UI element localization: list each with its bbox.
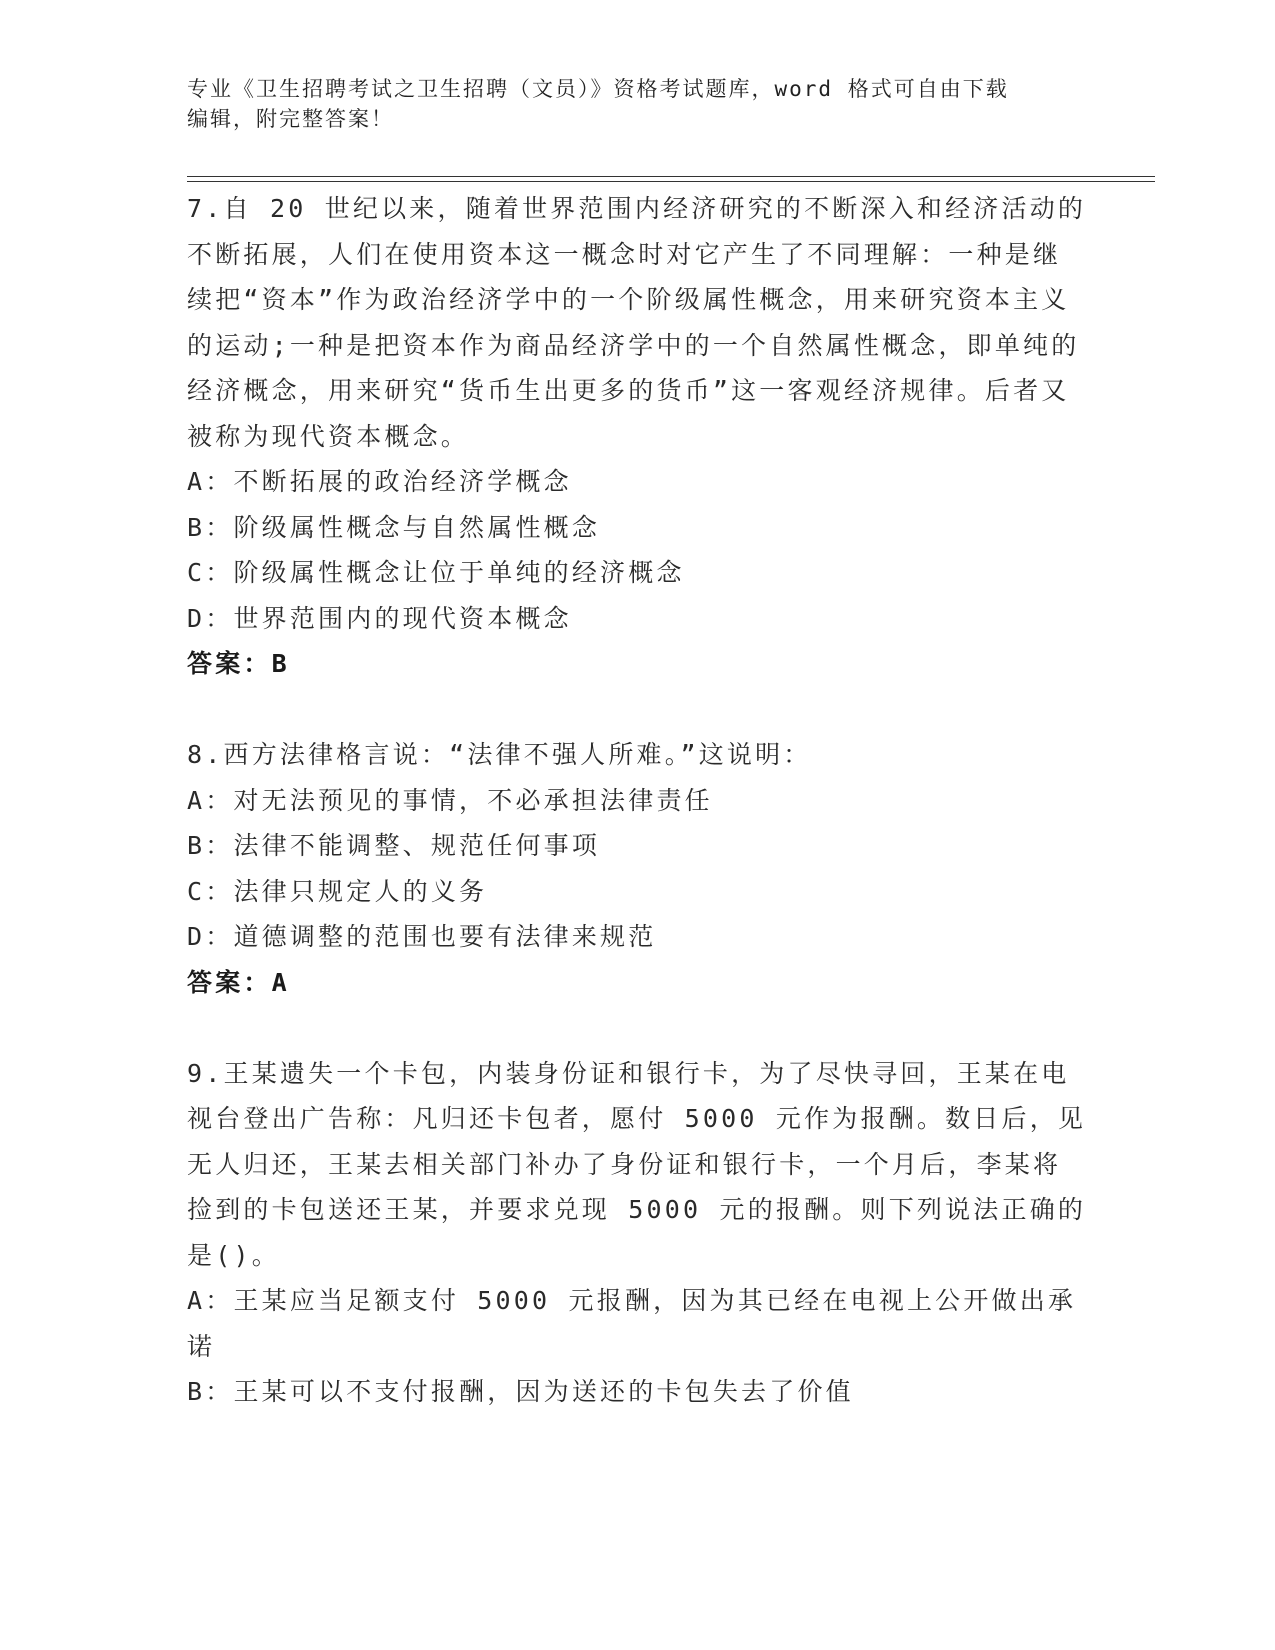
answer-label: 答案：A: [187, 967, 290, 997]
question-list: [187, 186, 1087, 1460]
option-c: C：阶级属性概念让位于单纯的经济概念: [187, 558, 685, 587]
question-7: [187, 186, 1087, 687]
header-line-2: 编辑，附完整答案！: [187, 107, 394, 131]
question-stem: 8.西方法律格言说：“法律不强人所难。”这说明：: [187, 740, 812, 769]
header-divider-top: [187, 176, 1155, 177]
option-d: D：道德调整的范围也要有法律来规范: [187, 922, 657, 951]
header-line-1: 专业《卫生招聘考试之卫生招聘（文员）》资格考试题库，word 格式可自由下载: [187, 77, 1009, 101]
question-stem: 9.王某遗失一个卡包，内装身份证和银行卡，为了尽快寻回，王某在电视台登出广告称：凡归还卡包者，愿付 5000 元作为报酬。数日后，见无人归还，王某去相关部门补办了身份证和银行卡，一个月后，李某将捡到的卡包送还王某，并要求兑现 5000 元的报酬。则下列说法正确的是()。: [187, 1058, 1087, 1270]
answer-label: 答案：B: [187, 649, 290, 678]
question-stem: 7.自 20 世纪以来，随着世界范围内经济研究的不断深入和经济活动的不断拓展，人们在使用资本这一概念时对它产生了不同理解：一种是继续把“资本”作为政治经济学中的一个阶级属性概念，用来研究资本主义的运动;一种是把资本作为商品经济学中的一个自然属性概念，即单纯的经济概念，用来研究“货币生出更多的货币”这一客观经济规律。后者又被称为现代资本概念。: [187, 194, 1087, 451]
option-c: C：法律只规定人的义务: [187, 876, 488, 906]
option-b: B：法律不能调整、规范任何事项: [187, 831, 601, 860]
option-a: A：对无法预见的事情，不必承担法律责任: [187, 785, 713, 815]
option-a: A：不断拓展的政治经济学概念: [187, 467, 572, 496]
question-8: [187, 732, 1087, 1005]
question-9: [187, 1051, 1087, 1415]
option-d: D：世界范围内的现代资本概念: [187, 603, 572, 633]
option-b: B：王某可以不支付报酬，因为送还的卡包失去了价值: [187, 1377, 854, 1406]
option-a: A：王某应当足额支付 5000 元报酬，因为其已经在电视上公开做出承诺: [187, 1286, 1077, 1361]
header-divider-bottom: [187, 181, 1155, 182]
option-b: B：阶级属性概念与自然属性概念: [187, 512, 601, 542]
document-header: [187, 74, 1067, 134]
